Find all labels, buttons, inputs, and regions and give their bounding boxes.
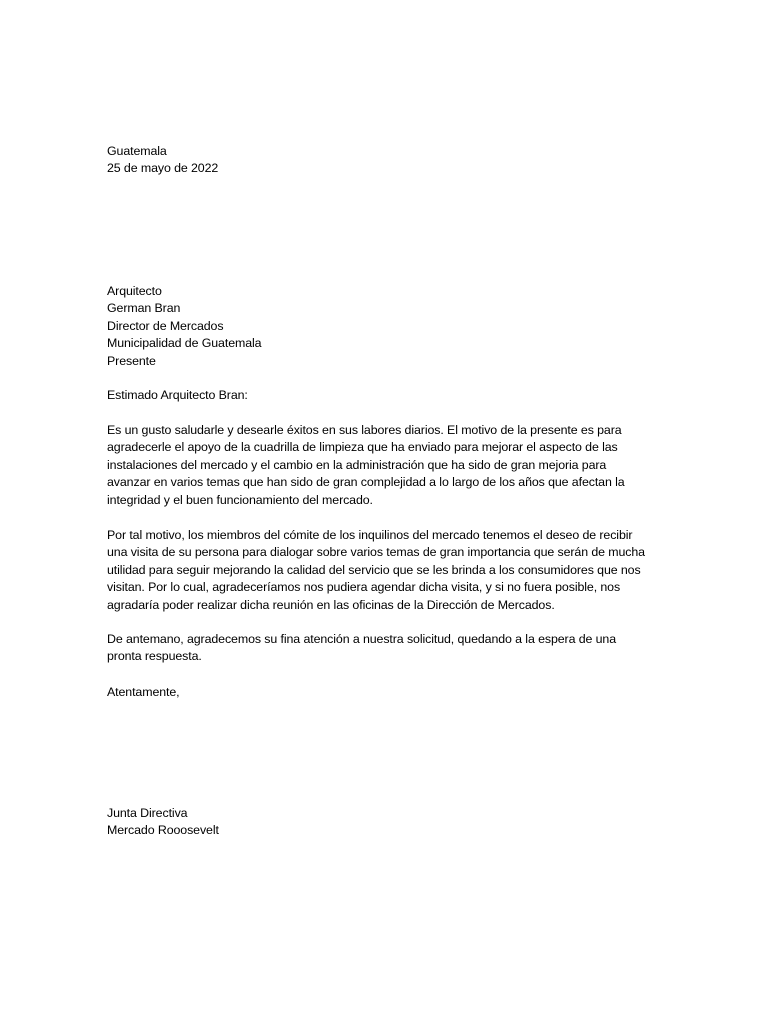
date: 25 de mayo de 2022	[107, 161, 219, 176]
paragraph-line: una visita de su persona para dialogar sobre varios temas de gran importancia que serán de mucha	[107, 545, 645, 560]
paragraph-line: avanzar en varios temas que han sido de gran complejidad a lo largo de los años que afectan la	[107, 475, 625, 490]
place-date-block	[107, 143, 663, 178]
paragraph-line: integridad y el buen funcionamiento del mercado.	[107, 492, 373, 507]
recipient-presente: Presente	[107, 353, 156, 368]
salutation-text: Estimado Arquitecto Bran:	[107, 388, 248, 402]
paragraph-line: instalaciones del mercado y el cambio en la administración que ha sido de gran mejoria para	[107, 457, 607, 472]
place: Guatemala	[107, 144, 167, 158]
recipient-title: Arquitecto	[107, 284, 162, 298]
signature-line-1: Junta Directiva	[107, 806, 188, 820]
body-paragraph-1	[107, 422, 663, 509]
signature-line-2: Mercado Rooosevelt	[107, 823, 219, 838]
recipient-block	[107, 283, 663, 370]
closing-text: Atentamente,	[107, 685, 180, 699]
salutation	[107, 387, 663, 404]
closing	[107, 684, 663, 701]
recipient-organization: Municipalidad de Guatemala	[107, 336, 262, 351]
body-paragraph-3	[107, 631, 663, 666]
body-paragraph-2	[107, 527, 663, 614]
paragraph-line: Por tal motivo, los miembros del cómite de los inquilinos del mercado tenemos el deseo de recibir	[107, 528, 633, 542]
paragraph-line: De antemano, agradecemos su fina atención a nuestra solicitud, quedando a la espera de una	[107, 632, 617, 646]
paragraph-line: agradaría poder realizar dicha reunión en las oficinas de la Dirección de Mercados.	[107, 597, 555, 612]
paragraph-line: visitan. Por lo cual, agradeceríamos nos pudiera agendar dicha visita, y si no fuera posible, nos	[107, 580, 621, 595]
recipient-position: Director de Mercados	[107, 318, 224, 333]
paragraph-line: utilidad para seguir mejorando la calidad del servicio que se les brinda a los consumidores que nos	[107, 562, 641, 577]
recipient-name: German Bran	[107, 301, 181, 316]
signature-block	[107, 805, 663, 840]
paragraph-line: agradecerle el apoyo de la cuadrilla de limpieza que ha enviado para mejorar el aspecto de las	[107, 440, 618, 455]
paragraph-line: pronta respuesta.	[107, 649, 202, 664]
paragraph-line: Es un gusto saludarle y desearle éxitos en sus labores diarios. El motivo de la presente es para	[107, 423, 622, 437]
